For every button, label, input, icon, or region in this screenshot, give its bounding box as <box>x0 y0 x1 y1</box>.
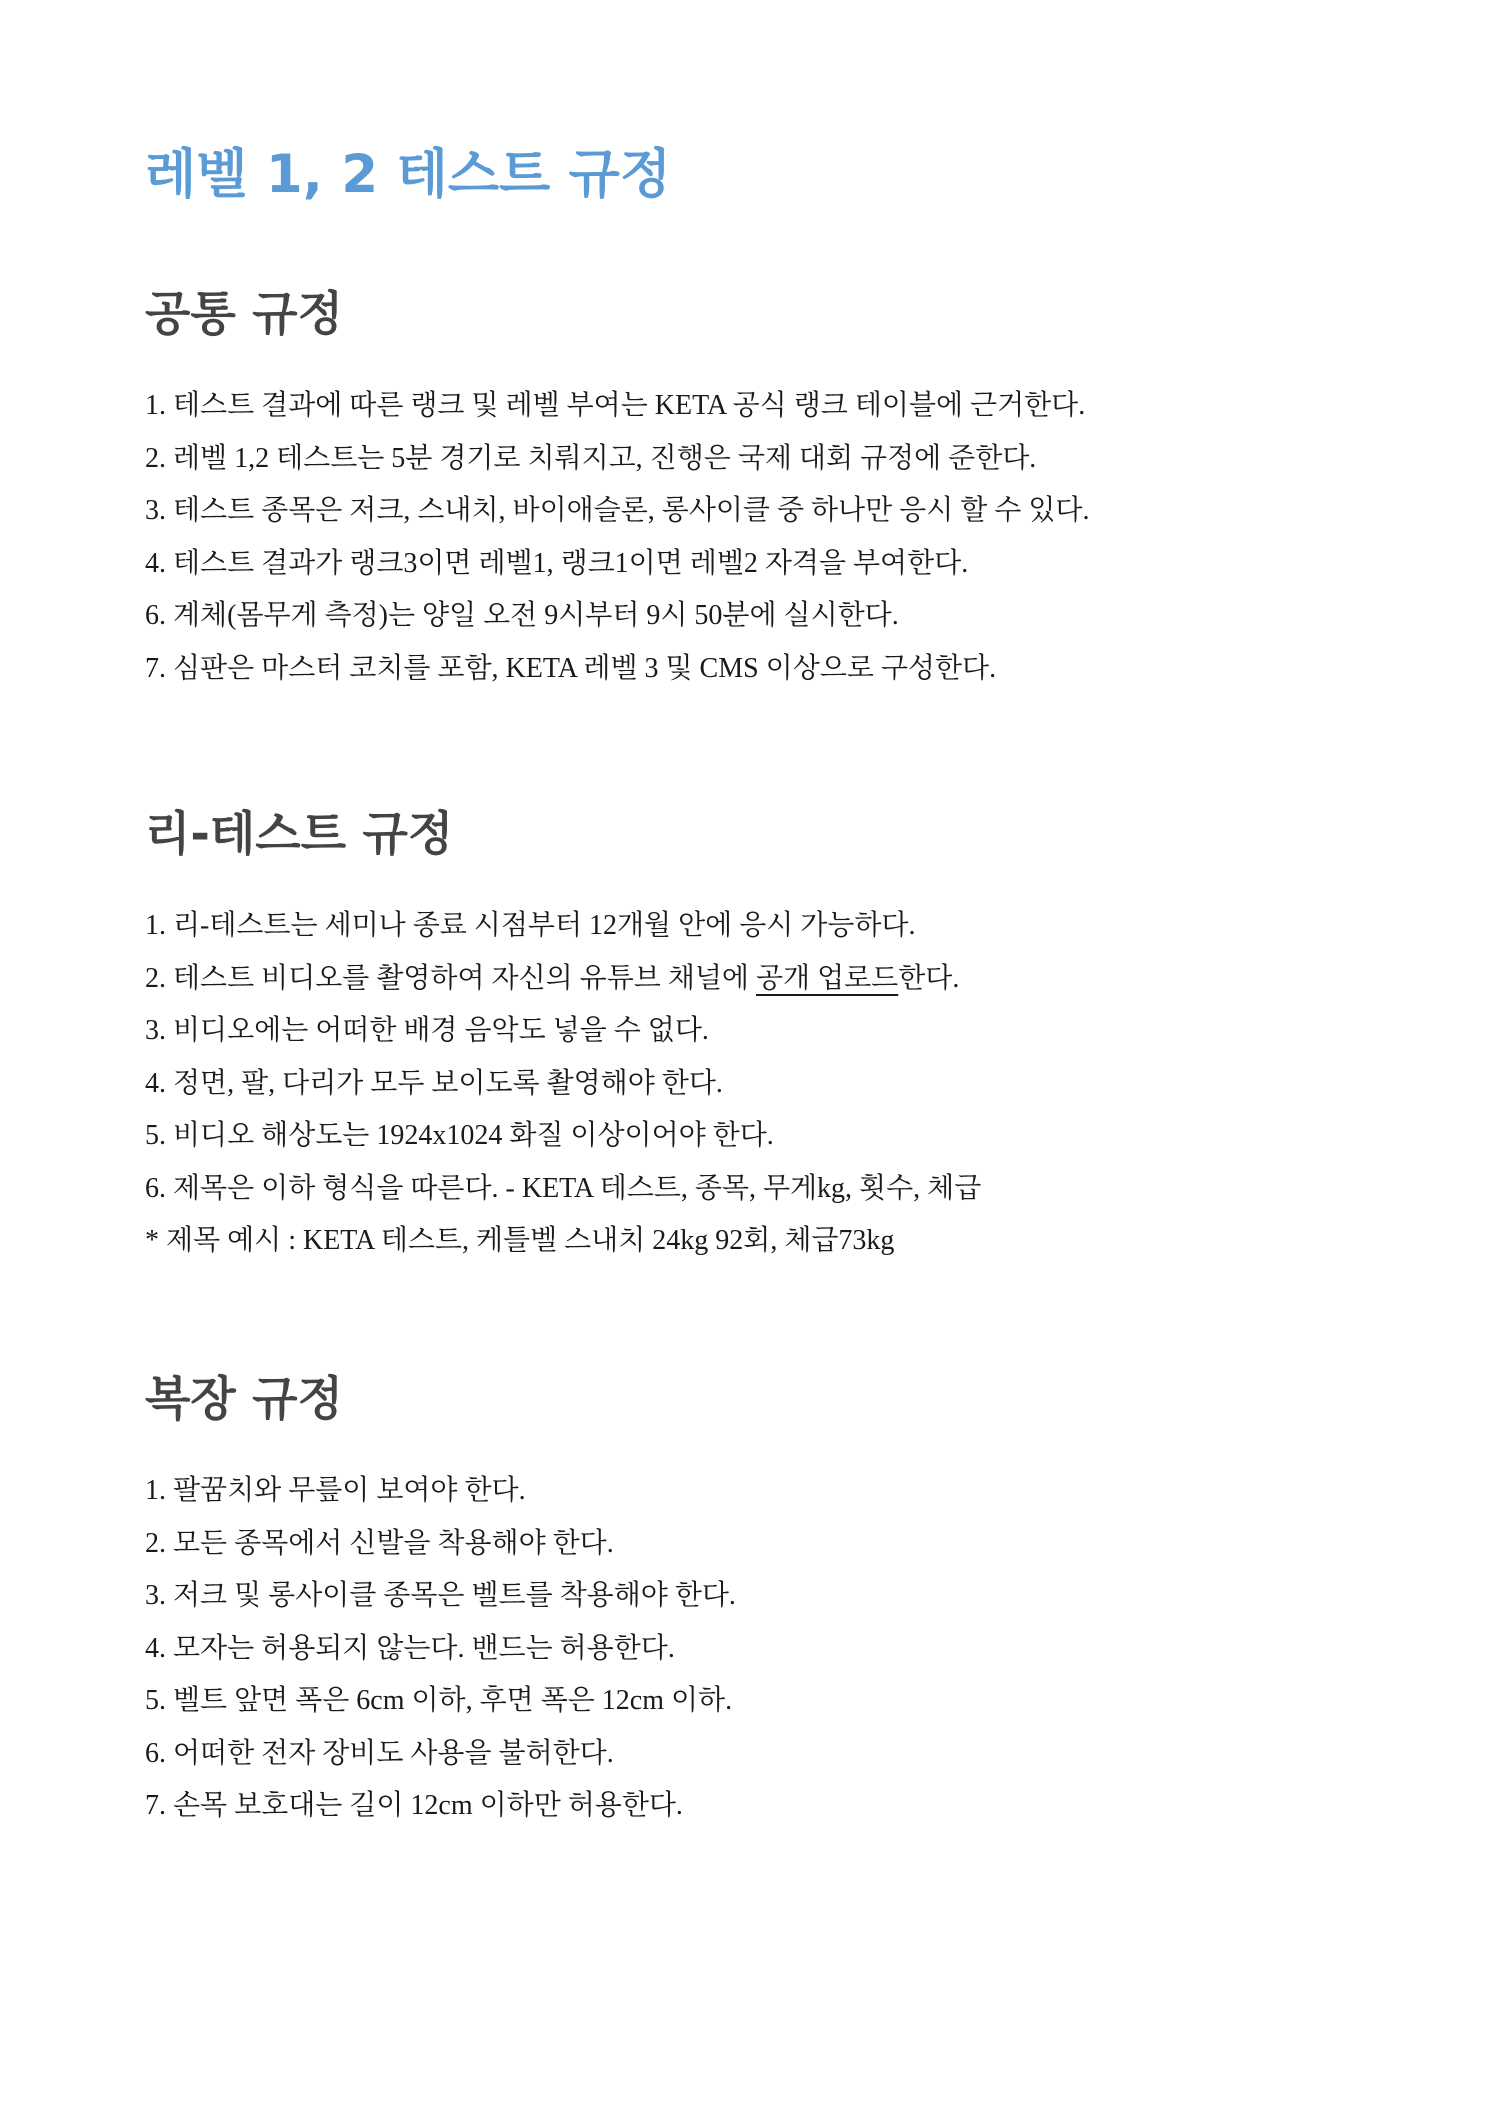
public-upload-underlined-text: 공개 업로드 <box>755 962 899 994</box>
section-heading-common: 공통 규정 <box>145 287 343 342</box>
common-rule-6: 6. 계체(몸무게 측정)는 양일 오전 9시부터 9시 50분에 실시한다. <box>145 600 899 631</box>
attire-rules-section <box>145 1365 1365 1833</box>
common-rule-1: 1. 테스트 결과에 따른 랭크 및 레벨 부여는 KETA 공식 랭크 테이블에 근거한다. <box>145 390 1086 421</box>
attire-rule-5: 5. 벨트 앞면 폭은 6cm 이하, 후면 폭은 12cm 이하. <box>145 1685 733 1716</box>
common-rule-7: 7. 심판은 마스터 코치를 포함, KETA 레벨 3 및 CMS 이상으로 구성한다. <box>145 652 997 684</box>
title-example-note: * 제목 예시 : KETA 테스트, 케틀벨 스내치 24kg 92회, 체급73kg <box>145 1225 895 1256</box>
retest-rule-6: 6. 제목은 이하 형식을 따른다. - KETA 테스트, 종목, 무게kg, 횟수, 체급 <box>145 1172 982 1204</box>
retest-rule-4: 4. 정면, 팔, 다리가 모두 보이도록 촬영해야 한다. <box>145 1067 723 1099</box>
retest-rules-section <box>145 800 1365 1268</box>
retest-rule-2-text-after: 한다. <box>898 962 960 994</box>
section-heading-retest: 리-테스트 규정 <box>145 807 454 862</box>
attire-rule-3: 3. 저크 및 롱사이클 종목은 벨트를 착용해야 한다. <box>145 1580 736 1611</box>
common-rule-4: 4. 테스트 결과가 랭크3이면 레벨1, 랭크1이면 레벨2 자격을 부여한다. <box>145 547 969 579</box>
document-title: 레벨 1, 2 테스트 규정 <box>145 144 672 205</box>
attire-rule-2: 2. 모든 종목에서 신발을 착용해야 한다. <box>145 1527 614 1559</box>
retest-rules-list <box>145 900 1365 1268</box>
attire-rules-list <box>145 1465 1365 1833</box>
retest-rule-1: 1. 리-테스트는 세미나 종료 시점부터 12개월 안에 응시 가능하다. <box>145 910 916 941</box>
retest-rule-2-text-before: 2. 테스트 비디오를 촬영하여 자신의 유튜브 채널에 <box>145 962 756 994</box>
attire-rule-1: 1. 팔꿈치와 무릎이 보여야 한다. <box>145 1475 526 1506</box>
common-rule-3: 3. 테스트 종목은 저크, 스내치, 바이애슬론, 롱사이클 중 하나만 응시 할 수 있다. <box>145 495 1090 526</box>
retest-rule-5: 5. 비디오 해상도는 1924x1024 화질 이상이어야 한다. <box>145 1120 774 1151</box>
common-rules-list <box>145 380 1365 695</box>
attire-rule-6: 6. 어떠한 전자 장비도 사용을 불허한다. <box>145 1737 614 1769</box>
common-rule-2: 2. 레벨 1,2 테스트는 5분 경기로 치뤄지고, 진행은 국제 대회 규정에 준한다. <box>145 442 1037 474</box>
retest-rule-3: 3. 비디오에는 어떠한 배경 음악도 넣을 수 없다. <box>145 1015 709 1046</box>
attire-rule-4: 4. 모자는 허용되지 않는다. 밴드는 허용한다. <box>145 1632 675 1664</box>
retest-rule-2 <box>145 953 1365 1006</box>
common-rules-section <box>145 280 1365 695</box>
section-heading-attire: 복장 규정 <box>145 1372 343 1427</box>
attire-rule-7: 7. 손목 보호대는 길이 12cm 이하만 허용한다. <box>145 1790 683 1821</box>
